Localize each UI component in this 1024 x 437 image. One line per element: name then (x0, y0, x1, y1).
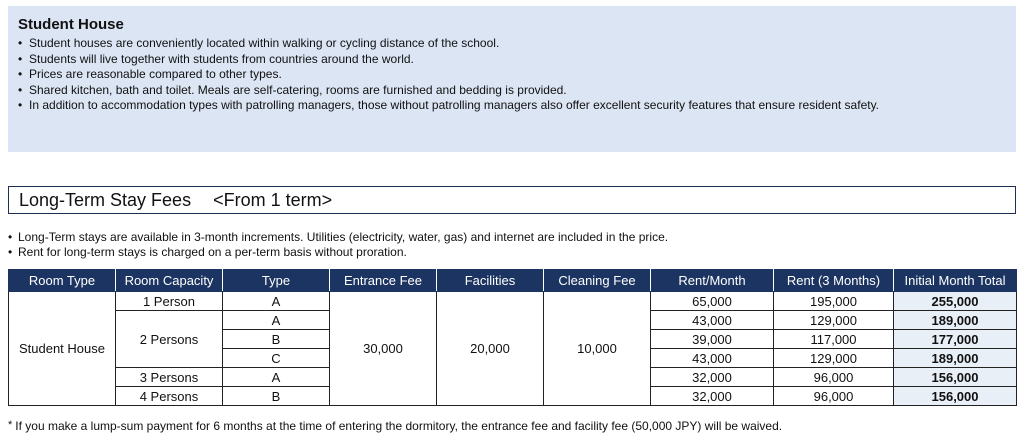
header-room-capacity: Room Capacity (116, 270, 223, 292)
facilities-cell: 20,000 (437, 292, 544, 406)
rent-3-months-cell: 96,000 (774, 387, 894, 406)
cleaning-fee-cell: 10,000 (544, 292, 651, 406)
header-initial-total: Initial Month Total (894, 270, 1017, 292)
rent-3-months-cell: 129,000 (774, 349, 894, 368)
note-item: • Long-Term stays are available in 3-month increments. Utilities (electricity, water, gas) and internet are included in the price. (8, 230, 1016, 245)
initial-total-cell: 156,000 (894, 368, 1017, 387)
fees-table (8, 269, 1017, 406)
fees-subtitle-text: <From 1 term> (213, 190, 333, 210)
initial-total-cell: 189,000 (894, 349, 1017, 368)
initial-total-cell: 177,000 (894, 330, 1017, 349)
note-item: • Rent for long-term stays is charged on a per-term basis without proration. (8, 245, 1016, 260)
rent-month-cell: 32,000 (651, 387, 774, 406)
capacity-cell: 4 Persons (116, 387, 223, 406)
initial-total-cell: 255,000 (894, 292, 1017, 311)
rent-month-cell: 32,000 (651, 368, 774, 387)
type-cell: A (223, 292, 330, 311)
footnote (8, 418, 782, 434)
footnote-text: If you make a lump-sum payment for 6 months at the time of entering the dormitory, the entrance fee and facility fee (50,000 JPY) will be waived. (15, 419, 783, 433)
bullet-item: • Students will live together with students from countries around the world. (18, 52, 1006, 68)
type-cell: A (223, 368, 330, 387)
bullet-item: • In addition to accommodation types with patrolling managers, those without patrolling managers also offer excellent security features that ensure resident safety. (18, 98, 1006, 114)
table-row (9, 292, 1017, 311)
table-header-row (9, 270, 1017, 292)
capacity-cell: 2 Persons (116, 311, 223, 368)
header-type: Type (223, 270, 330, 292)
entrance-fee-cell: 30,000 (330, 292, 437, 406)
fees-section-title (8, 186, 1016, 214)
header-cleaning-fee: Cleaning Fee (544, 270, 651, 292)
capacity-cell: 1 Person (116, 292, 223, 311)
rent-3-months-cell: 96,000 (774, 368, 894, 387)
capacity-cell: 3 Persons (116, 368, 223, 387)
rent-3-months-cell: 129,000 (774, 311, 894, 330)
type-cell: B (223, 387, 330, 406)
bullet-item: • Student houses are conveniently located within walking or cycling distance of the school. (18, 36, 1006, 52)
rent-month-cell: 39,000 (651, 330, 774, 349)
header-room-type: Room Type (9, 270, 116, 292)
rent-3-months-cell: 195,000 (774, 292, 894, 311)
initial-total-cell: 189,000 (894, 311, 1017, 330)
type-cell: B (223, 330, 330, 349)
header-facilities: Facilities (437, 270, 544, 292)
student-house-info-box (8, 6, 1016, 152)
fees-title-text: Long-Term Stay Fees (19, 190, 192, 210)
rent-3-months-cell: 117,000 (774, 330, 894, 349)
bullet-item: • Prices are reasonable compared to other types. (18, 67, 1006, 83)
initial-total-cell: 156,000 (894, 387, 1017, 406)
rent-month-cell: 65,000 (651, 292, 774, 311)
type-cell: C (223, 349, 330, 368)
header-entrance-fee: Entrance Fee (330, 270, 437, 292)
bullet-item: • Shared kitchen, bath and toilet. Meals are self-catering, rooms are furnished and bedding is provided. (18, 83, 1006, 99)
rent-month-cell: 43,000 (651, 311, 774, 330)
student-house-title: Student House (18, 16, 124, 33)
room-type-cell: Student House (9, 292, 116, 406)
rent-month-cell: 43,000 (651, 349, 774, 368)
header-rent-month: Rent/Month (651, 270, 774, 292)
header-rent-3-months: Rent (3 Months) (774, 270, 894, 292)
type-cell: A (223, 311, 330, 330)
footnote-marker: * (8, 419, 13, 431)
student-house-bullets (18, 36, 1006, 114)
fees-notes (8, 230, 1016, 260)
